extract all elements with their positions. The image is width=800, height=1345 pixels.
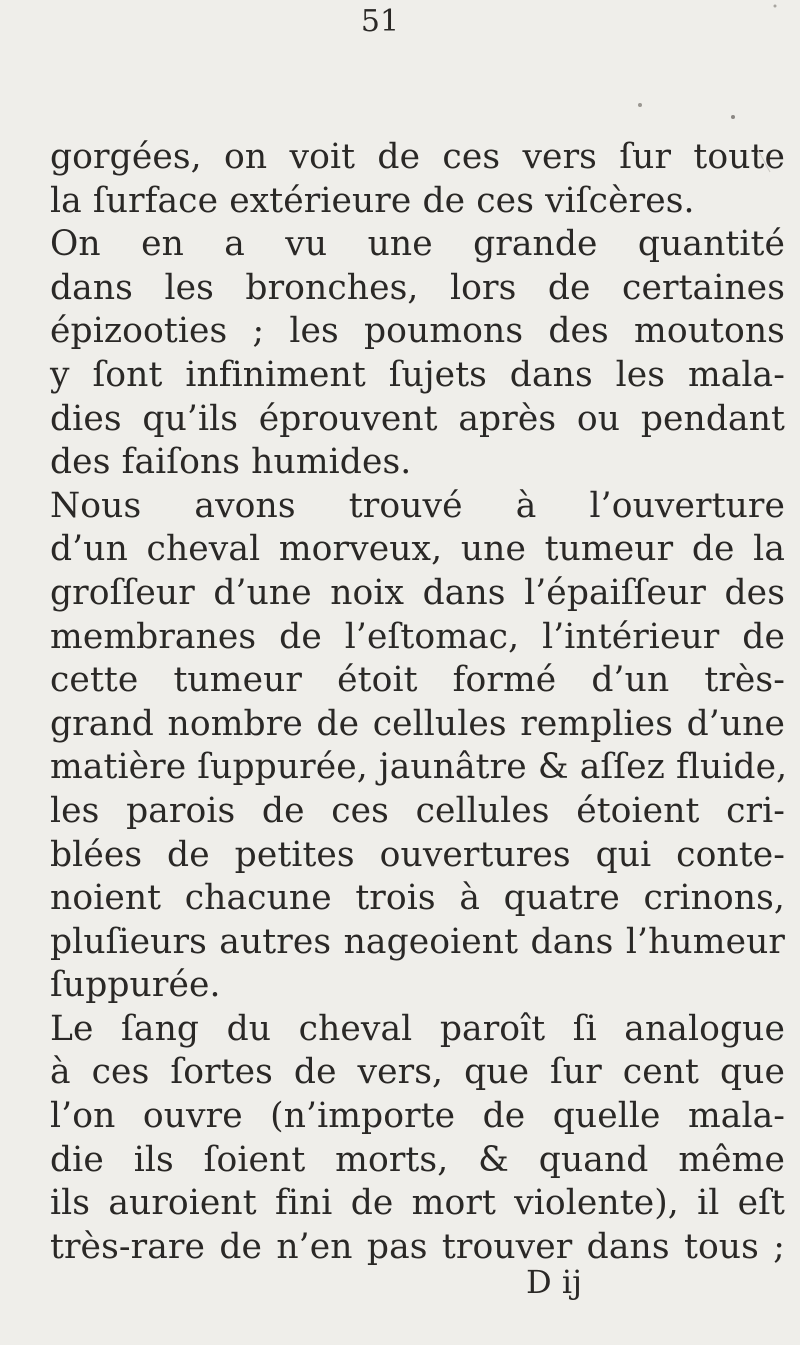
text-line: épizooties ; les poumons des moutons — [50, 311, 785, 352]
text-line: dans les bronches, lors de certaines — [50, 267, 785, 308]
text-line: la ſurface extérieure de ces viſcères. — [50, 180, 695, 221]
text-line: cette tumeur étoit formé d’un très- — [50, 660, 785, 701]
text-line: les parois de ces cellules étoient cri- — [50, 790, 785, 831]
text-line: Le ſang du cheval paroît ſi analogue — [50, 1008, 785, 1049]
text-line: gorgées, on voit de ces vers ſur toute — [50, 137, 785, 177]
text-line: l’on ouvre (n’importe de quelle mala- — [50, 1096, 785, 1137]
signature-mark: D ij — [526, 1263, 582, 1301]
text-line: die ils ſoient morts, & quand même — [50, 1139, 785, 1180]
text-line: très-rare de n’en pas trouver dans tous ; — [50, 1226, 785, 1267]
text-line: ſuppurée. — [50, 965, 221, 1006]
text-line: y ſont infiniment ſujets dans les mala- — [50, 354, 785, 395]
text-line: noient chacune trois à quatre crinons, — [50, 878, 785, 919]
text-line: grand nombre de cellules remplies d’une — [50, 703, 785, 744]
text-line: des faiſons humides. — [50, 442, 412, 483]
text-line: Nous avons trouvé à l’ouverture — [50, 485, 785, 526]
text-line: à ces ſortes de vers, que ſur cent que — [50, 1052, 785, 1093]
page-number: 51 — [360, 4, 400, 39]
text-line: pluſieurs autres nageoient dans l’humeur — [50, 921, 785, 962]
text-line: blées de petites ouvertures qui conte- — [50, 834, 785, 875]
text-line: matière ſuppurée, jaunâtre & aſſez fluide, — [50, 747, 788, 788]
text-line: dies qu’ils éprouvent après ou pendant — [50, 398, 785, 439]
text-line: groſſeur d’une noix dans l’épaiſſeur des — [50, 572, 785, 613]
body-text — [50, 136, 788, 1269]
text-line: d’un cheval morveux, une tumeur de la — [50, 529, 785, 570]
text-line: membranes de l’eſtomac, l’intérieur de — [50, 616, 785, 657]
text-line: On en a vu une grande quantité — [50, 224, 785, 265]
text-line: ils auroient fini de mort violente), il eſt — [50, 1183, 785, 1224]
